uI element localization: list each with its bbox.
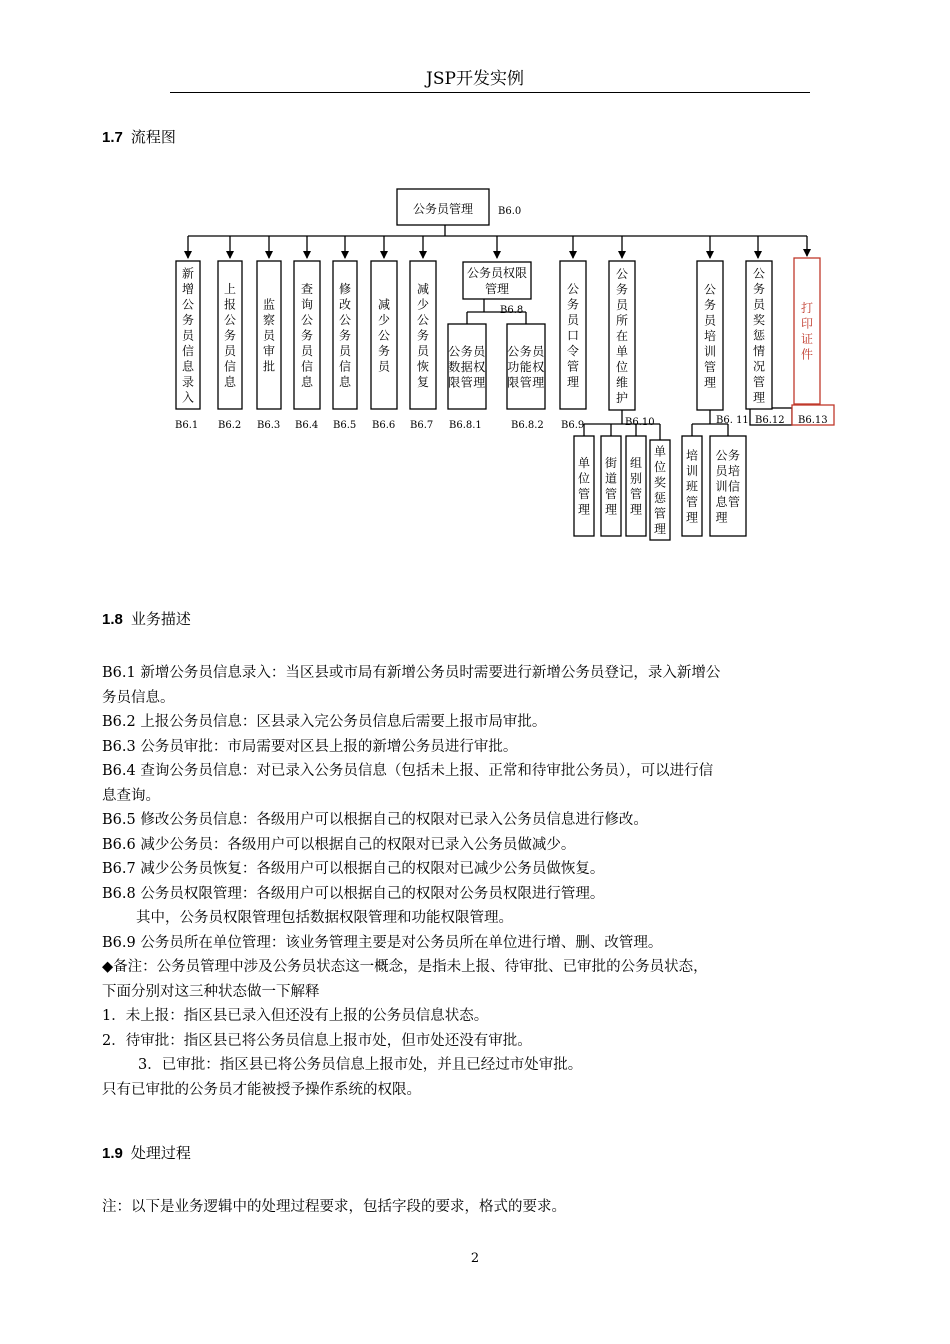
flowchart-char-n11b: 训 xyxy=(715,479,728,494)
flowchart-code-n7: B6.7 xyxy=(410,420,434,431)
flowchart-char-n9: 公 xyxy=(566,281,580,296)
flowchart-box-n10b xyxy=(601,436,621,536)
flowchart-char-n2: 报 xyxy=(223,297,237,312)
flowchart-code-n81: B6.8.1 xyxy=(449,420,482,431)
flowchart-char-n1: 增 xyxy=(181,281,195,296)
flowchart-code-n9: B6.9 xyxy=(561,420,585,431)
flowchart-char-n5: 公 xyxy=(338,312,352,327)
section-title: 业务描述 xyxy=(130,610,191,628)
flowchart-char-n6: 员 xyxy=(377,359,391,374)
flowchart-char-n82: 公 xyxy=(507,344,520,359)
flowchart-char-n82: 管 xyxy=(519,375,532,390)
section-title: 流程图 xyxy=(130,128,176,146)
flowchart-char-n7: 员 xyxy=(416,343,430,358)
flowchart-char-n11b: 管 xyxy=(728,494,741,509)
flowchart-char-n11a: 培 xyxy=(685,448,699,463)
flowchart-char-n9: 员 xyxy=(566,312,580,327)
flowchart-char-n4: 务 xyxy=(300,328,314,343)
flowchart-code-n82: B6.8.2 xyxy=(511,420,544,431)
flowchart-char-n11: 务 xyxy=(703,297,717,312)
flowchart-char-n82: 能 xyxy=(519,359,532,374)
flowchart-char-n7: 公 xyxy=(416,312,430,327)
section-heading-1-8 xyxy=(102,608,191,629)
flowchart-char-n5: 员 xyxy=(338,343,352,358)
paragraph-line: B6.1 新增公务员信息录入：当区县或市局有新增公务员时需要进行新增公务员登记，录入新增公 xyxy=(102,665,721,681)
flowchart-char-n11a: 管 xyxy=(685,494,699,509)
paragraph-line: 只有已审批的公务员才能被授予操作系统的权限。 xyxy=(102,1081,421,1098)
flowchart-char-n10d: 惩 xyxy=(653,491,667,505)
paragraph-line: 务员信息。 xyxy=(102,689,175,706)
flowchart-code-n10: B6.10 xyxy=(625,417,655,428)
flowchart-char-n10c: 管 xyxy=(629,487,643,501)
flowchart-char-n81: 限 xyxy=(448,375,461,390)
flowchart-label-n8: 公务员权限 xyxy=(466,266,528,280)
flowchart-char-n10: 务 xyxy=(615,282,629,297)
paragraph-line: 下面分别对这三种状态做一下解释 xyxy=(102,983,320,1000)
section-number: 1.9 xyxy=(102,1145,123,1162)
flowchart-code-n13: B6.13 xyxy=(798,415,828,426)
flowchart-code-n1: B6.1 xyxy=(175,420,199,431)
flowchart-char-n11b: 理 xyxy=(715,510,728,525)
section-number: 1.8 xyxy=(102,611,123,628)
flowchart-char-n10a: 位 xyxy=(577,471,591,486)
paragraph-line: 2．待审批：指区县已将公务员信息上报市处，但市处还没有审批。 xyxy=(102,1032,532,1049)
flowchart-box-n10a xyxy=(574,436,594,536)
flowchart-char-n9: 口 xyxy=(566,328,580,343)
flowchart-code-n4: B6.4 xyxy=(295,420,319,431)
flowchart-char-n10: 公 xyxy=(615,266,629,281)
paragraph-line: 息查询。 xyxy=(102,787,160,804)
flowchart-char-n5: 息 xyxy=(338,374,352,389)
flowchart-char-n10d: 位 xyxy=(653,460,667,474)
flowchart-char-n11: 员 xyxy=(703,313,717,328)
flowchart-char-n11b: 公 xyxy=(715,448,728,463)
flowchart-char-n11b: 务 xyxy=(728,448,741,463)
flowchart-char-n81: 公 xyxy=(448,344,461,359)
process-note: 注：以下是业务逻辑中的处理过程要求，包括字段的要求，格式的要求。 xyxy=(102,1199,566,1215)
flowchart-char-n6: 少 xyxy=(377,312,391,327)
section-number: 1.7 xyxy=(102,129,123,146)
flowchart-char-n7: 恢 xyxy=(416,359,430,374)
flowchart-char-n81: 据 xyxy=(460,359,473,374)
flowchart-char-n10b: 理 xyxy=(604,502,618,517)
flowchart-char-n12: 况 xyxy=(752,359,766,374)
flowchart-char-n7: 减 xyxy=(416,281,430,296)
flowchart-char-n2: 务 xyxy=(223,328,237,343)
flowchart-char-n5: 信 xyxy=(338,359,352,374)
paragraph-line: B6.7 减少公务员恢复：各级用户可以根据自己的权限对已减少公务员做恢复。 xyxy=(102,861,605,877)
flowchart-char-n10c: 组 xyxy=(629,456,643,470)
flowchart-char-n4: 信 xyxy=(300,359,314,374)
paragraph-line: B6.4 查询公务员信息：对已录入公务员信息（包括未上报、正常和待审批公务员），可以进行信 xyxy=(102,763,714,779)
flowchart-char-n3: 批 xyxy=(262,359,276,374)
flowchart-char-n1: 息 xyxy=(181,359,195,374)
flowchart-char-n11: 公 xyxy=(703,282,717,297)
flowchart-char-n10b: 道 xyxy=(604,471,618,486)
flowchart-char-n10c: 别 xyxy=(629,471,643,486)
flowchart-char-n4: 员 xyxy=(300,343,314,358)
flowchart-char-n13: 件 xyxy=(800,347,814,362)
flowchart-char-n10: 单 xyxy=(615,344,629,359)
flowchart-char-n12: 公 xyxy=(752,266,766,281)
flowchart-char-n10d: 管 xyxy=(653,506,667,521)
flowchart-code-n3: B6.3 xyxy=(257,420,281,431)
flowchart-char-n10: 所 xyxy=(615,313,629,328)
flowchart-char-n12: 惩 xyxy=(752,328,766,343)
paragraph-line: B6.3 公务员审批：市局需要对区县上报的新增公务员进行审批。 xyxy=(102,738,518,755)
paragraph-line: 3．已审批：指区县已将公务员信息上报市处，并且已经过市处审批。 xyxy=(138,1057,583,1073)
flowchart-char-n11: 理 xyxy=(703,375,717,390)
flowchart-box-n13 xyxy=(794,258,820,404)
flowchart-char-n12: 务 xyxy=(752,281,766,296)
flowchart-code-n12: B6.12 xyxy=(755,415,785,426)
flowchart-char-n10: 位 xyxy=(615,359,629,374)
paragraph-line: 1．未上报：指区县已录入但还没有上报的公务员信息状态。 xyxy=(102,1008,489,1024)
flowchart-char-n11b: 员 xyxy=(715,463,728,478)
flowchart-code-n5: B6.5 xyxy=(333,420,357,431)
flowchart-char-n2: 员 xyxy=(223,343,237,358)
flowchart-char-n82: 权 xyxy=(532,359,545,374)
flowchart-char-n10: 护 xyxy=(615,390,629,405)
flowchart-char-n6: 减 xyxy=(377,297,391,312)
section-heading-1-9 xyxy=(102,1142,191,1163)
page-number: 2 xyxy=(470,1251,480,1266)
flowchart-char-n1: 信 xyxy=(181,343,195,358)
paragraph-line: B6.5 修改公务员信息：各级用户可以根据自己的权限对已录入公务员信息进行修改。 xyxy=(102,812,648,828)
flowchart-char-n5: 修 xyxy=(338,281,352,296)
flowchart-char-n10c: 理 xyxy=(629,502,643,517)
flowchart-char-n2: 息 xyxy=(223,374,237,389)
flowchart-char-n81: 管 xyxy=(460,375,473,390)
flowchart-char-n82: 务 xyxy=(519,344,532,359)
business-description xyxy=(102,661,814,1102)
flowchart-char-n10: 维 xyxy=(615,375,629,390)
flowchart-char-n10b: 管 xyxy=(604,487,618,501)
flowchart-char-n5: 务 xyxy=(338,328,352,343)
flowchart-char-n7: 务 xyxy=(416,328,430,343)
flowchart-char-n11b: 信 xyxy=(728,479,741,494)
flowchart-char-n5: 改 xyxy=(338,297,352,312)
flowchart-char-n82: 员 xyxy=(532,344,545,359)
flowchart-char-n10a: 单 xyxy=(577,456,591,470)
flowchart-char-n10d: 理 xyxy=(653,522,667,536)
flowchart-char-n10a: 管 xyxy=(577,487,591,501)
flowchart-char-n81: 务 xyxy=(460,344,473,359)
flowchart-char-n6: 务 xyxy=(377,343,391,358)
flowchart-char-n82: 理 xyxy=(532,375,545,390)
flowchart-char-n3: 审 xyxy=(262,343,276,358)
flowchart-char-n82: 功 xyxy=(507,359,520,374)
flowchart-char-n81: 数 xyxy=(448,359,461,374)
flowchart-char-n4: 息 xyxy=(300,374,314,389)
flowchart-char-n81: 员 xyxy=(473,344,486,359)
flowchart-char-n3: 察 xyxy=(262,312,276,327)
flowchart-char-n10b: 街 xyxy=(604,456,618,470)
page-header: JSP开发实例 xyxy=(426,69,524,89)
paragraph-line: B6.6 减少公务员：各级用户可以根据自己的权限对已录入公务员做减少。 xyxy=(102,836,576,853)
flowchart-char-n12: 奖 xyxy=(752,312,766,327)
flowchart-char-n1: 公 xyxy=(181,297,195,312)
flowchart-char-n10a: 理 xyxy=(577,502,591,517)
flowchart-char-n10d: 奖 xyxy=(653,475,667,490)
flowchart-char-n2: 公 xyxy=(223,312,237,327)
flowchart-char-n4: 查 xyxy=(300,281,314,296)
flowchart-char-n1: 员 xyxy=(181,328,195,343)
flowchart-char-n81: 权 xyxy=(473,359,486,374)
flowchart-char-n10: 员 xyxy=(615,297,629,312)
flowchart-char-n11: 训 xyxy=(703,344,717,359)
flowchart-char-n4: 询 xyxy=(300,297,314,312)
flowchart-char-n11a: 理 xyxy=(685,510,699,525)
flowchart-diagram xyxy=(0,0,950,560)
flowchart-char-n1: 录 xyxy=(181,374,195,389)
flowchart-char-n3: 员 xyxy=(262,328,276,343)
flowchart-code-n11: B6. 11 xyxy=(716,415,749,426)
flowchart-char-n82: 限 xyxy=(507,375,520,390)
flowchart-char-n13: 证 xyxy=(800,332,814,346)
flowchart-char-n1: 新 xyxy=(181,266,195,281)
flowchart-char-n12: 管 xyxy=(752,374,766,389)
paragraph-line: B6.2 上报公务员信息：区县录入完公务员信息后需要上报市局审批。 xyxy=(102,714,547,730)
flowchart-char-n11b: 息 xyxy=(715,494,728,509)
section-title: 处理过程 xyxy=(130,1144,191,1162)
flowchart-char-n4: 公 xyxy=(300,312,314,327)
flowchart-label-n8-line2: 管理 xyxy=(484,282,510,296)
flowchart-char-n12: 情 xyxy=(752,343,766,358)
paragraph-line: B6.8 公务员权限管理：各级用户可以根据自己的权限对公务员权限进行管理。 xyxy=(102,885,605,902)
flowchart-char-n11: 培 xyxy=(703,328,717,343)
flowchart-root-code: B6.0 xyxy=(498,206,522,217)
flowchart-char-n11a: 训 xyxy=(685,463,699,478)
flowchart-char-n1: 入 xyxy=(181,390,195,405)
flowchart-char-n13: 打 xyxy=(800,301,814,315)
flowchart-char-n9: 理 xyxy=(566,374,580,389)
flowchart-char-n13: 印 xyxy=(800,316,814,331)
flowchart-char-n10: 在 xyxy=(615,328,629,343)
flowchart-char-n7: 复 xyxy=(416,374,430,389)
flowchart-char-n12: 理 xyxy=(752,390,766,405)
flowchart-char-n11b: 培 xyxy=(728,463,741,478)
flowchart-char-n9: 管 xyxy=(566,359,580,374)
flowchart-char-n10d: 单 xyxy=(653,444,667,459)
paragraph-line: 其中，公务员权限管理包括数据权限管理和功能权限管理。 xyxy=(136,910,513,926)
flowchart-char-n9: 令 xyxy=(566,343,580,358)
flowchart-code-n2: B6.2 xyxy=(218,420,242,431)
flowchart-char-n81: 理 xyxy=(473,375,486,390)
flowchart-char-n11a: 班 xyxy=(685,479,699,494)
flowchart-code-n8: B6.8 xyxy=(500,305,524,316)
flowchart-char-n12: 员 xyxy=(752,297,766,312)
paragraph-line: B6.9 公务员所在单位管理：该业务管理主要是对公务员所在单位进行增、删、改管理。 xyxy=(102,934,663,951)
flowchart-char-n7: 少 xyxy=(416,297,430,312)
flowchart-root-label: 公务员管理 xyxy=(412,202,474,216)
flowchart-box-n10c xyxy=(626,436,646,536)
flowchart-char-n3: 监 xyxy=(262,297,276,312)
flowchart-code-n6: B6.6 xyxy=(372,420,396,431)
paragraph-line: ◆备注：公务员管理中涉及公务员状态这一概念，是指未上报、待审批、已审批的公务员状态， xyxy=(102,959,708,975)
flowchart-char-n9: 务 xyxy=(566,297,580,312)
flowchart-char-n1: 务 xyxy=(181,312,195,327)
flowchart-char-n2: 上 xyxy=(223,281,237,296)
flowchart-char-n6: 公 xyxy=(377,328,391,343)
flowchart-char-n11: 管 xyxy=(703,359,717,374)
flowchart-char-n2: 信 xyxy=(223,359,237,374)
